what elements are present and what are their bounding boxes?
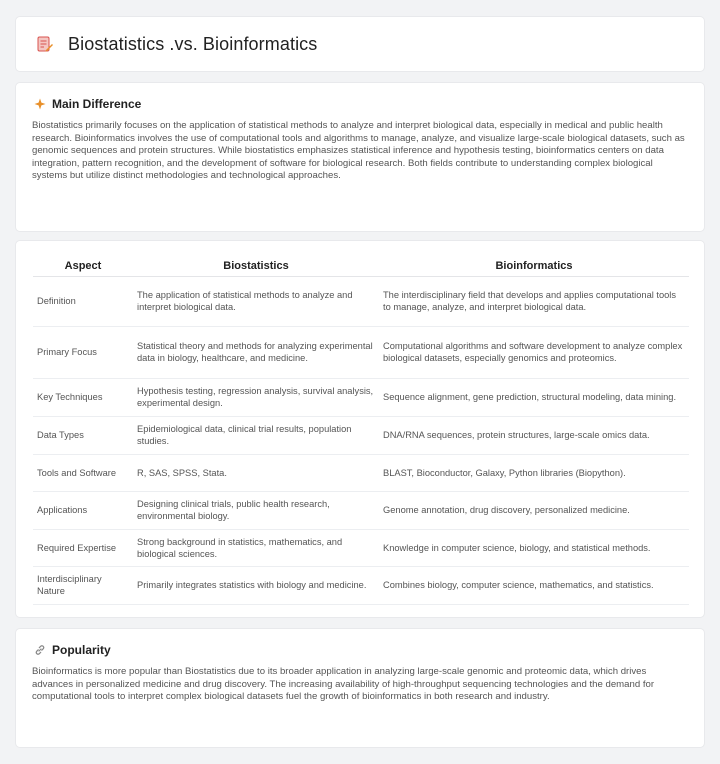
header-bioinformatics: Bioinformatics (379, 256, 689, 276)
table-row (33, 529, 689, 566)
table-header-row (33, 256, 689, 276)
row-bioinformatics: Sequence alignment, gene prediction, structural modeling, data mining. (379, 378, 689, 416)
table-row (33, 326, 689, 378)
row-aspect: Key Techniques (33, 378, 133, 416)
row-bioinformatics: DNA/RNA sequences, protein structures, large-scale omics data. (379, 416, 689, 454)
comparison-table (33, 256, 689, 605)
document-edit-icon (36, 35, 54, 53)
row-bioinformatics: Combines biology, computer science, mathematics, and statistics. (379, 566, 689, 604)
main-difference-heading: Main Difference (52, 97, 142, 111)
row-aspect: Applications (33, 491, 133, 529)
row-bioinformatics: Knowledge in computer science, biology, and statistical methods. (379, 529, 689, 566)
row-biostatistics: Primarily integrates statistics with biology and medicine. (133, 566, 379, 604)
popularity-heading: Popularity (52, 643, 111, 657)
row-biostatistics: Epidemiological data, clinical trial results, population studies. (133, 416, 379, 454)
comparison-table-card (15, 240, 705, 618)
table-row (33, 491, 689, 529)
diamond-star-icon (34, 98, 46, 110)
table-row (33, 378, 689, 416)
row-bioinformatics: Genome annotation, drug discovery, personalized medicine. (379, 491, 689, 529)
row-aspect: Required Expertise (33, 529, 133, 566)
row-aspect: Tools and Software (33, 454, 133, 491)
table-row (33, 454, 689, 491)
row-biostatistics: R, SAS, SPSS, Stata. (133, 454, 379, 491)
header-aspect: Aspect (33, 256, 133, 276)
main-difference-card (15, 82, 705, 232)
header-biostatistics: Biostatistics (133, 256, 379, 276)
popularity-text: Bioinformatics is more popular than Biostatistics due to its broader application in analyzing large-scale genomic and proteomic data, which drives advances in personalized medicine and drug discovery. The increasing availability of high-throughput sequencing technologies and the demand for computational tools to interpret complex biological datasets fuel the growth of bioinformatics in both research and industry. (32, 666, 655, 703)
row-aspect: Primary Focus (33, 326, 133, 378)
row-bioinformatics: Computational algorithms and software development to analyze complex biological datasets, especially genomics and proteomics. (379, 326, 689, 378)
row-biostatistics: Designing clinical trials, public health research, environmental biology. (133, 491, 379, 529)
table-row (33, 566, 689, 604)
row-aspect: Data Types (33, 416, 133, 454)
row-bioinformatics: The interdisciplinary field that develops and applies computational tools to manage, analyze, and interpret biological data. (379, 276, 689, 326)
row-aspect: Interdisciplinary Nature (33, 566, 133, 604)
table-row (33, 276, 689, 326)
row-biostatistics: Hypothesis testing, regression analysis, survival analysis, experimental design. (133, 378, 379, 416)
row-biostatistics: The application of statistical methods to analyze and interpret biological data. (133, 276, 379, 326)
title-card (15, 16, 705, 72)
row-biostatistics: Strong background in statistics, mathematics, and biological sciences. (133, 529, 379, 566)
row-biostatistics: Statistical theory and methods for analyzing experimental data in biology, healthcare, and medicine. (133, 326, 379, 378)
row-bioinformatics: BLAST, Bioconductor, Galaxy, Python libraries (Biopython). (379, 454, 689, 491)
popularity-card (15, 628, 705, 748)
page-title: Biostatistics .vs. Bioinformatics (68, 33, 318, 54)
link-icon (34, 644, 46, 656)
table-row (33, 416, 689, 454)
row-aspect: Definition (33, 276, 133, 326)
main-difference-text: Biostatistics primarily focuses on the application of statistical methods to analyze and interpret biological data, especially in medical and public health research. Bioinformatics involves the use of computational tools and algorithms to manage, analyze, and visualize large-scale biological datasets, such as genomic sequences and protein structures. While biostatistics emphasizes statistical inference and hypothesis testing, bioinformatics centers on data integration, pattern recognition, and the development of software for biological research. Both fields contribute to understanding complex biological systems but utilize distinct methodologies and technological approaches. (32, 120, 685, 182)
